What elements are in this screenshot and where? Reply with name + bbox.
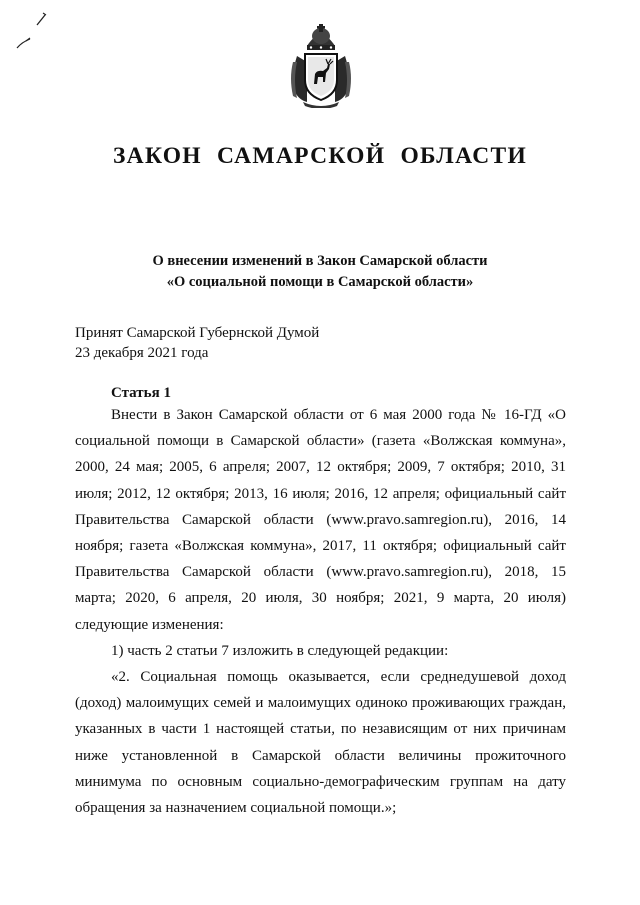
adoption-line: Принят Самарской Губернской Думой: [75, 325, 320, 341]
document-subtitle: [0, 251, 640, 293]
paragraph: 1) часть 2 статьи 7 изложить в следующей редакции:: [111, 642, 449, 659]
subtitle-line: «О социальной помощи в Самарской области»: [166, 274, 474, 290]
pen-mark: [14, 36, 34, 50]
subtitle-line: О внесении изменений в Закон Самарской области: [152, 253, 488, 269]
adoption-date: 23 декабря 2021 года: [75, 345, 209, 361]
paragraph: Внести в Закон Самарской области от 6 мая 2000 года № 16-ГД «О социальной помощи в Самарской области» (газета «Волжская коммуна», 2000, 24 мая; 2005, 6 апреля; 2007, 12 октября; 2009, 7 октября; 2010, 31 июля; 2012, 12 октября; 2013, 16 июля; 2016, 12 апреля; официальный сайт Правительства Самарской области (www.pravo.samregion.ru), 2016, 14 ноября; газета «Волжская коммуна», 2017, 11 октября; официальный сайт Правительства Самарской области (www.pravo.samregion.ru), 2018, 15 марта; 2020, 6 апреля, 20 июля, 30 ноября; 2021, 9 марта, 20 июля) следующие изменения:: [75, 407, 566, 633]
paragraph: «2. Социальная помощь оказывается, если среднедушевой доход (доход) малоимущих семей и малоимущих одиноко проживающих граждан, указанных в части 1 настоящей статьи, по независящим от них причинам ниже установленной в Самарской области величины прожиточного минимума по основным социально-демографическим группам на дату обращения за назначением социальной помощи.»;: [75, 669, 566, 817]
adoption-note: [75, 323, 319, 363]
samara-oblast-coat-of-arms-icon: [287, 22, 355, 108]
page-title: ЗАКОН САМАРСКОЙ ОБЛАСТИ: [112, 143, 528, 169]
pen-mark: [34, 10, 48, 28]
article-heading: Статья 1: [111, 385, 171, 401]
article-body: [75, 402, 566, 821]
